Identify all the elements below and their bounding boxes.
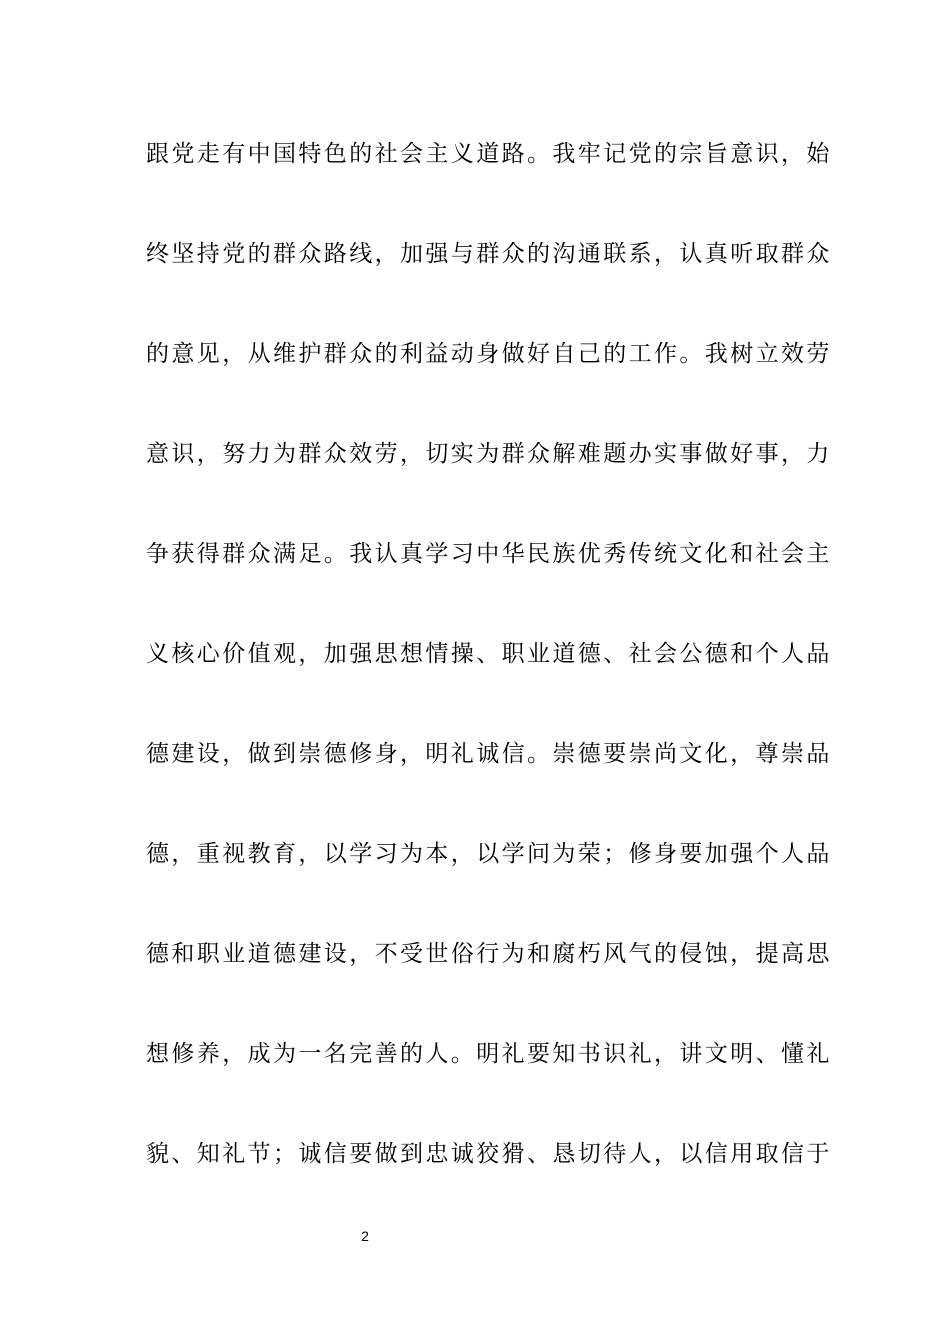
text-line-1: 跟党走有中国特色的社会主义道路。我牢记党的宗旨意识，始 (146, 141, 832, 167)
text-line-9: 德和职业道德建设，不受世俗行为和腐朽风气的侵蚀，提高思 (146, 941, 832, 967)
text-line-7: 德建设，做到崇德修身，明礼诚信。崇德要崇尚文化，尊崇品 (146, 741, 832, 767)
text-line-4: 意识，努力为群众效劳，切实为群众解难题办实事做好事，力 (146, 441, 832, 467)
text-line-2: 终坚持党的群众路线，加强与群众的沟通联系，认真听取群众 (146, 241, 832, 267)
page-number: 2 (361, 1228, 369, 1244)
text-line-6: 义核心价值观，加强思想情操、职业道德、社会公德和个人品 (146, 641, 832, 667)
text-line-10: 想修养，成为一名完善的人。明礼要知书识礼，讲文明、懂礼 (146, 1041, 832, 1067)
text-line-5: 争获得群众满足。我认真学习中华民族优秀传统文化和社会主 (146, 541, 832, 567)
body-text (146, 134, 832, 1234)
text-line-11: 貌、知礼节；诚信要做到忠诚狡猾、恳切待人，以信用取信于 (146, 1141, 832, 1167)
text-line-8: 德，重视教育，以学习为本，以学问为荣；修身要加强个人品 (146, 841, 832, 867)
text-line-3: 的意见，从维护群众的利益动身做好自己的工作。我树立效劳 (146, 341, 832, 367)
